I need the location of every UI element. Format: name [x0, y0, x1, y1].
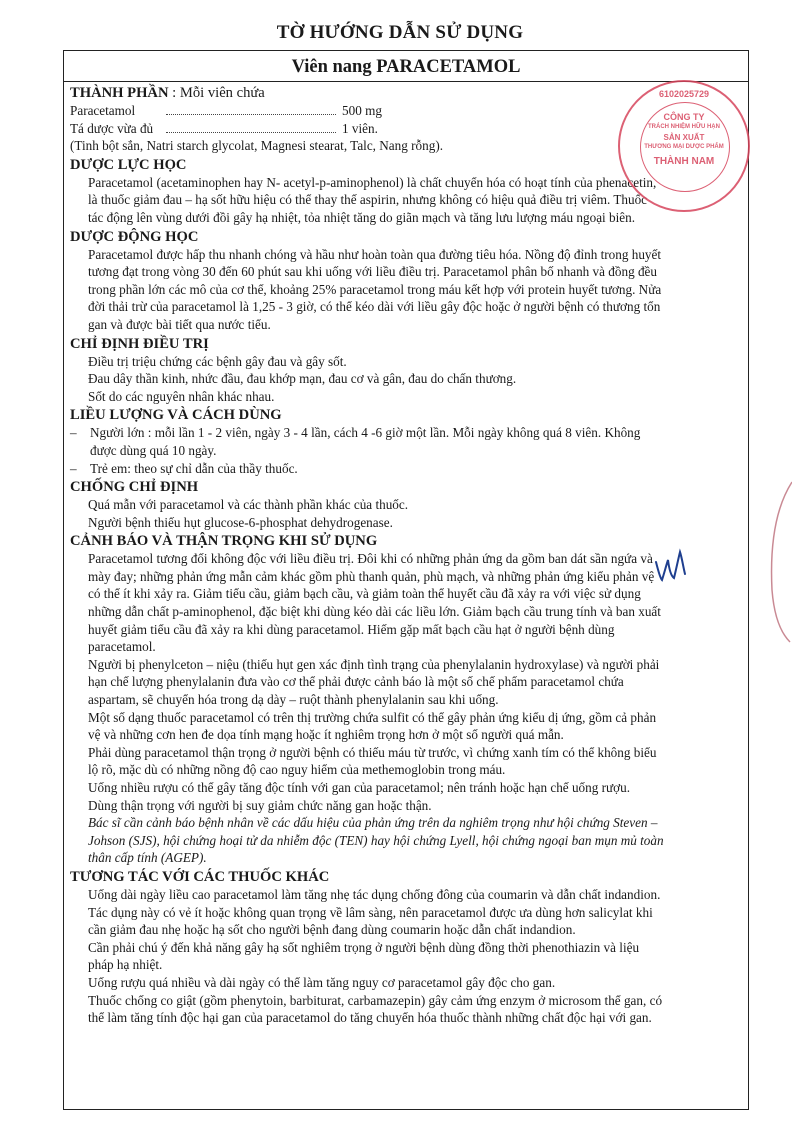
composition-row: Tá dược vừa đủ 1 viên.: [70, 120, 378, 136]
interactions-text: Uống dài ngày liều cao paracetamol làm tăng nhẹ tác dụng chống đông của coumarin và dẫn chất indandion. Tác dụng này có vẻ ít hoặc không quan trọng về lâm sàng, nên paracetamol được ưa dùng hơn salicylat khi cần giảm đau nhẹ hoặc hạ sốt cho người bệnh đang dùng coumarin hoặc dẫn chất indandion. Cần phải chú ý đến khả năng gây hạ sốt nghiêm trọng ở người bệnh dùng đồng thời phenothiazin và liệu pháp hạ nhiệt. Uống rượu quá nhiều và dài ngày có thể làm tăng nguy cơ paracetamol gây độc cho gan. Thuốc chống co giật (gồm phenytoin, barbiturat, carbamazepin) gây cảm ứng enzym ở microsom thể gan, có thể làm tăng tính độc hại gan của paracetamol do tăng chuyển hóa thuốc thành những chất độc hại với gan.: [88, 886, 663, 1026]
dosage-adult: – Người lớn : mỗi lần 1 - 2 viên, ngày 3 - 4 lần, cách 4 -6 giờ một lần. Mỗi ngày không quá 8 viên. Không được dùng quá 10 ngày.: [70, 425, 641, 458]
pharmacodynamics-text: Paracetamol (acetaminophen hay N- acetyl-p-aminophenol) là chất chuyển hóa có hoạt tính của phenacetin, là thuốc giảm đau – hạ sốt hữu hiệu có thể thay thế aspirin, nhưng không có hiệu quả điều trị viêm. Thuốc tác động lên vùng dưới đồi gây hạ nhiệt, tỏa nhiệt tăng do giãn mạch và tăng lưu lượng máu ngoại biên.: [88, 174, 657, 225]
composition-heading: THÀNH PHẦN : Mỗi viên chứa: [70, 85, 265, 101]
page-title: TỜ HƯỚNG DẪN SỬ DỤNG: [276, 22, 524, 43]
product-name: Viên nang PARACETAMOL: [63, 52, 749, 82]
dot-leader: [166, 114, 336, 115]
company-stamp: 6102025729 CÔNG TY TRÁCH NHIỆM HỮU HẠN SẢN XUẤT THƯƠNG MẠI DƯỢC PHẨM THÀNH NAM: [618, 80, 750, 212]
signature-mark: [652, 548, 692, 584]
interactions-heading: TƯƠNG TÁC VỚI CÁC THUỐC KHÁC: [70, 868, 330, 885]
warnings-text: Paracetamol tương đối không độc với liều điều trị. Đôi khi có những phản ứng da gồm ban dát sần ngứa và mày đay; những phản ứng mẫn cảm khác gồm phù thanh quản, phù mạch, và những phản ứng kiểu phản vệ có thể ít khi xảy ra. Giảm tiểu cầu, giảm bạch cầu, và giảm toàn thể huyết cầu đã xảy ra với việc sử dụng những dẫn chất p-aminophenol, đặc biệt khi dùng kéo dài các liều lớn. Giảm bạch cầu trung tính và ban xuất huyết giảm tiểu cầu đã xảy ra khi dùng paracetamol. Hiếm gặp mất bạch cầu hạt ở người bệnh dùng paracetamol. Người bị phenylceton – niệu (thiếu hụt gen xác định tình trạng của phenylalanin hydroxylase) và người phải hạn chế lượng phenylalanin đưa vào cơ thể phải được cảnh báo là một số chế phẩm paracetamol chứa aspartam, sẽ chuyển hóa trong dạ dày – ruột thành phenylalanin sau khi uống. Một số dạng thuốc paracetamol có trên thị trường chứa sulfit có thể gây phản ứng kiểu dị ứng, gồm cả phản vệ và những cơn hen đe dọa tính mạng hoặc ít nghiêm trọng hơn ở một số người quá mẫn. Phải dùng paracetamol thận trọng ở người bệnh có thiếu máu từ trước, vì chứng xanh tím có thể không biểu lộ rõ, mặc dù có những nồng độ cao nguy hiểm của methemoglobin trong máu. Uống nhiều rượu có thể gây tăng độc tính với gan của paracetamol; nên tránh hoặc hạn chế uống rượu. Dùng thận trọng với người bị suy giảm chức năng gan hoặc thận. Bác sĩ cần cảnh báo bệnh nhân về các dấu hiệu của phản ứng trên da nghiêm trọng như hội chứng Steven – Johson (SJS), hội chứng hoại tử da nhiễm độc (TEN) hay hội chứng Lyell, hội chứng ngoại ban mụn mủ toàn thân cấp tính (AGEP).: [88, 551, 664, 866]
indications-heading: CHỈ ĐỊNH ĐIỀU TRỊ: [70, 335, 209, 352]
dosage-heading: LIỀU LƯỢNG VÀ CÁCH DÙNG: [70, 407, 282, 424]
dot-leader: [166, 132, 336, 133]
composition-row: Paracetamol 500 mg: [70, 103, 382, 118]
indications-text: Điều trị triệu chứng các bệnh gây đau và gây sốt. Đau dây thần kinh, nhức đầu, đau khớp mạn, đau cơ và gân, đau do chấn thương. Sốt do các nguyên nhân khác nhau.: [88, 353, 517, 404]
dosage-child: – Trẻ em: theo sự chỉ dẫn của thầy thuốc.: [70, 460, 298, 476]
warnings-heading: CẢNH BÁO VÀ THẬN TRỌNG KHI SỬ DỤNG: [70, 533, 378, 550]
pharmacokinetics-text: Paracetamol được hấp thu nhanh chóng và hầu như hoàn toàn qua đường tiêu hóa. Nồng độ đỉnh trong huyết tương đạt trong vòng 30 đến 60 phút sau khi uống với liều điều trị. Paracetamol phân bố nhanh và đồng đều trong phần lớn các mô của cơ thể, khoảng 25% paracetamol trong máu kết hợp với protein huyết tương. Nửa đời thải trừ của paracetamol là 1,25 - 3 giờ, có thể kéo dài với liều gây độc hoặc ở người bệnh có thương tổn gan và được bài tiết qua nước tiểu.: [88, 246, 662, 332]
contraindications-text: Quá mẫn với paracetamol và các thành phần khác của thuốc. Người bệnh thiếu hụt glucose-6-phosphat dehydrogenase.: [88, 497, 409, 530]
edge-stamp-mark: [766, 480, 792, 645]
pharmacokinetics-heading: DƯỢC ĐỘNG HỌC: [70, 228, 199, 245]
pharmacodynamics-heading: DƯỢC LỰC HỌC: [70, 156, 187, 173]
leaflet-content: [70, 83, 746, 1027]
composition-note: (Tinh bột sắn, Natri starch glycolat, Magnesi stearat, Talc, Nang rỗng).: [70, 138, 444, 154]
contraindications-heading: CHỐNG CHỈ ĐỊNH: [70, 479, 199, 496]
